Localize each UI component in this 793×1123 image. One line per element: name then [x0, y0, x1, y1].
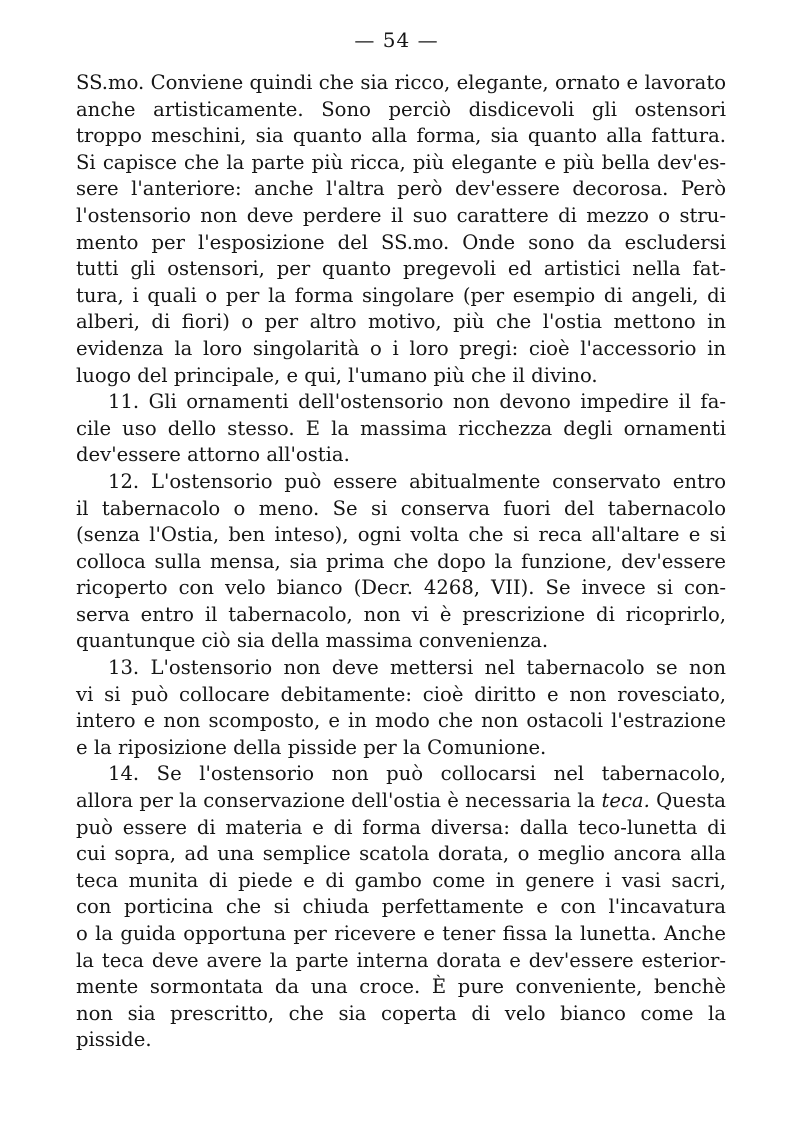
emphasis-word: teca.	[601, 789, 650, 813]
body-text	[76, 70, 726, 1054]
text-line: 14. Se l'ostensorio non può collocarsi nel tabernacolo,	[108, 762, 726, 786]
text-line: luogo del principale, e qui, l'umano più che il divino.	[76, 363, 598, 387]
text-line: ricoperto con velo bianco (Decr. 4268, VII). Se invece si con-	[76, 576, 726, 600]
text-line: 11. Gli ornamenti dell'ostensorio non devono impedire il fa-	[108, 390, 726, 414]
text-line: non sia prescritto, che sia coperta di velo bianco come la	[76, 1001, 726, 1025]
text-line: anche artisticamente. Sono perciò disdicevoli gli ostensori	[76, 97, 726, 121]
text-line: SS.mo. Conviene quindi che sia ricco, elegante, ornato e lavorato	[76, 71, 726, 94]
text-line: 13. L'ostensorio non deve mettersi nel tabernacolo se non	[108, 656, 726, 680]
text-line: pisside.	[76, 1028, 152, 1052]
text-line: serva entro il tabernacolo, non vi è prescrizione di ricoprirlo,	[76, 602, 726, 626]
text-line: quantunque ciò sia della massima convenienza.	[76, 629, 549, 653]
text-line: può essere di materia e di forma diversa: dalla teco-lunetta di	[76, 815, 726, 839]
text-line: (senza l'Ostia, ben inteso), ogni volta che si reca all'altare e si	[76, 523, 726, 547]
text-line: colloca sulla mensa, sia prima che dopo la funzione, dev'essere	[76, 549, 726, 573]
text-line: tura, i quali o per la forma singolare (per esempio di angeli, di	[76, 283, 726, 307]
text-line: con porticina che si chiuda perfettamente e con l'incavatura	[76, 895, 726, 919]
text-line: troppo meschini, sia quanto alla forma, sia quanto alla fattura.	[76, 124, 726, 148]
text-line: dev'essere attorno all'ostia.	[76, 443, 350, 467]
text-line: intero e non scomposto, e in modo che non ostacoli l'estrazione	[76, 709, 726, 733]
text-line: o la guida opportuna per ricevere e tener fissa la lunetta. Anche	[76, 922, 726, 945]
text-line: mente sormontata da una croce. È pure conveniente, benchè	[76, 975, 726, 999]
text-line: 12. L'ostensorio può essere abitualmente conservato entro	[108, 469, 726, 493]
text-line: sere l'anteriore: anche l'altra però dev'essere decorosa. Però	[76, 177, 726, 201]
text-line: vi si può collocare debitamente: cioè diritto e non rovesciato,	[76, 682, 726, 706]
text-line: cile uso dello stesso. E la massima ricchezza degli ornamenti	[76, 416, 726, 440]
text-line: l'ostensorio non deve perdere il suo carattere di mezzo o stru-	[76, 203, 726, 227]
text-line: e la riposizione della pisside per la Comunione.	[76, 735, 547, 759]
text-line: la teca deve avere la parte interna dorata e dev'essere esterior-	[76, 948, 726, 972]
text-line: Si capisce che la parte più ricca, più elegante e più bella dev'es-	[76, 150, 726, 174]
text-line: alberi, di fiori) o per altro motivo, più che l'ostia mettono in	[76, 310, 726, 334]
text-line: il tabernacolo o meno. Se si conserva fuori del tabernacolo	[76, 496, 726, 520]
page-number: — 54 —	[354, 28, 439, 52]
text-line: tutti gli ostensori, per quanto pregevoli ed artistici nella fat-	[76, 257, 726, 281]
text-line: teca munita di piede e di gambo come in genere i vasi sacri,	[76, 868, 726, 892]
text-line: allora per la conservazione dell'ostia è necessaria la teca. Questa	[76, 789, 726, 813]
text-line: mento per l'esposizione del SS.mo. Onde sono da escludersi	[76, 230, 726, 254]
text-line: cui sopra, ad una semplice scatola dorata, o meglio ancora alla	[76, 842, 726, 866]
text-line: evidenza la loro singolarità o i loro pregi: cioè l'accessorio in	[76, 336, 726, 360]
